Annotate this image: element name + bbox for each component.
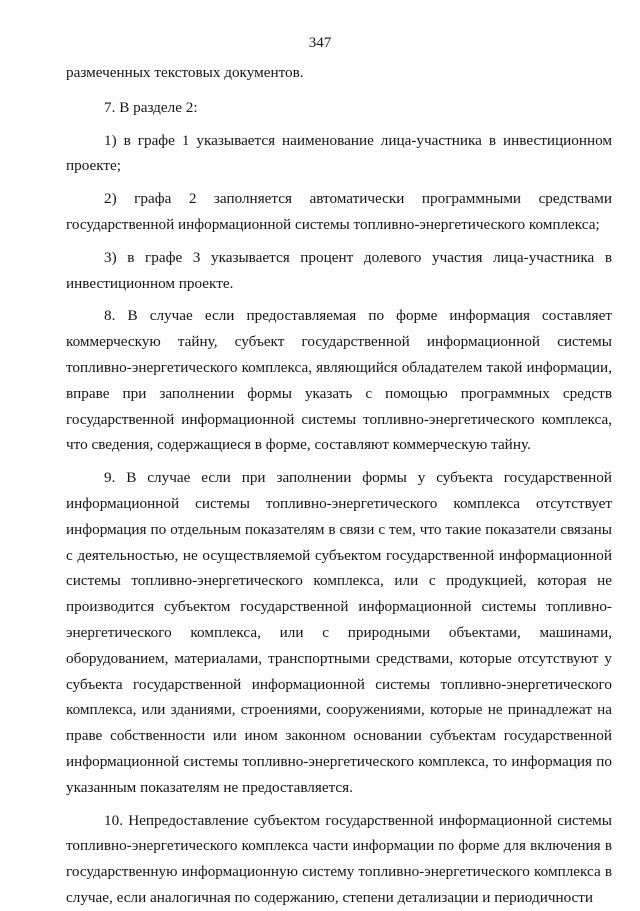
section-7-heading: 7. В разделе 2: xyxy=(104,98,198,116)
section-10-paragraph: 10. Непредоставление субъектом государственной информационной системы топливно-энергетического комплекса части информации по форме для включения в государственную информационную систему топливно-энергетического комплекса в случае, если аналогичная по содержанию, степени детализации и периодичности xyxy=(66,811,612,906)
document-body xyxy=(66,60,612,911)
page-number: 347 xyxy=(308,35,332,51)
section-8-paragraph: 8. В случае если предоставляемая по форме информация составляет коммерческую тайну, субъект государственной информационной системы топливно-энергетического комплекса, являющийся обладателем такой информации, вправе при заполнении формы указать с помощью программных средств государственной информационной системы топливно-энергетического комплекса, что сведения, содержащиеся в форме, составляют коммерческую тайну. xyxy=(66,307,612,454)
item-1-column-1: 1) в графе 1 указывается наименование лица-участника в инвестиционном проекте; xyxy=(66,131,612,175)
paragraph-continuation: размеченных текстовых документов. xyxy=(66,64,304,81)
section-9-paragraph: 9. В случае если при заполнении формы у субъекта государственной информационной системы топливно-энергетического комплекса отсутствует информация по отдельным показателям в связи с тем, что такие показатели связаны с деятельностью, не осуществляемой субъектом государственной информационной системы топливно-энергетического комплекса, или с продукцией, которая не производится субъектом государственной информационной системы топливно-энергетического комплекса, или с природными объектами, машинами, оборудованием, материалами, транспортными средствами, которые отсутствуют у субъекта государственной информационной системы топливно-энергетического комплекса, или зданиями, строениями, сооружениями, которые не принадлежат на праве собственности или ином законном основании субъектам государственной информационной системы топливно-энергетического комплекса, то информация по указанным показателям не предоставляется. xyxy=(66,469,612,796)
item-2-column-2: 2) графа 2 заполняется автоматически программными средствами государственной информационной системы топливно-энергетического комплекса; xyxy=(66,190,612,233)
item-3-column-3: 3) в графе 3 указывается процент долевого участия лица-участника в инвестиционном проекте. xyxy=(66,248,612,292)
